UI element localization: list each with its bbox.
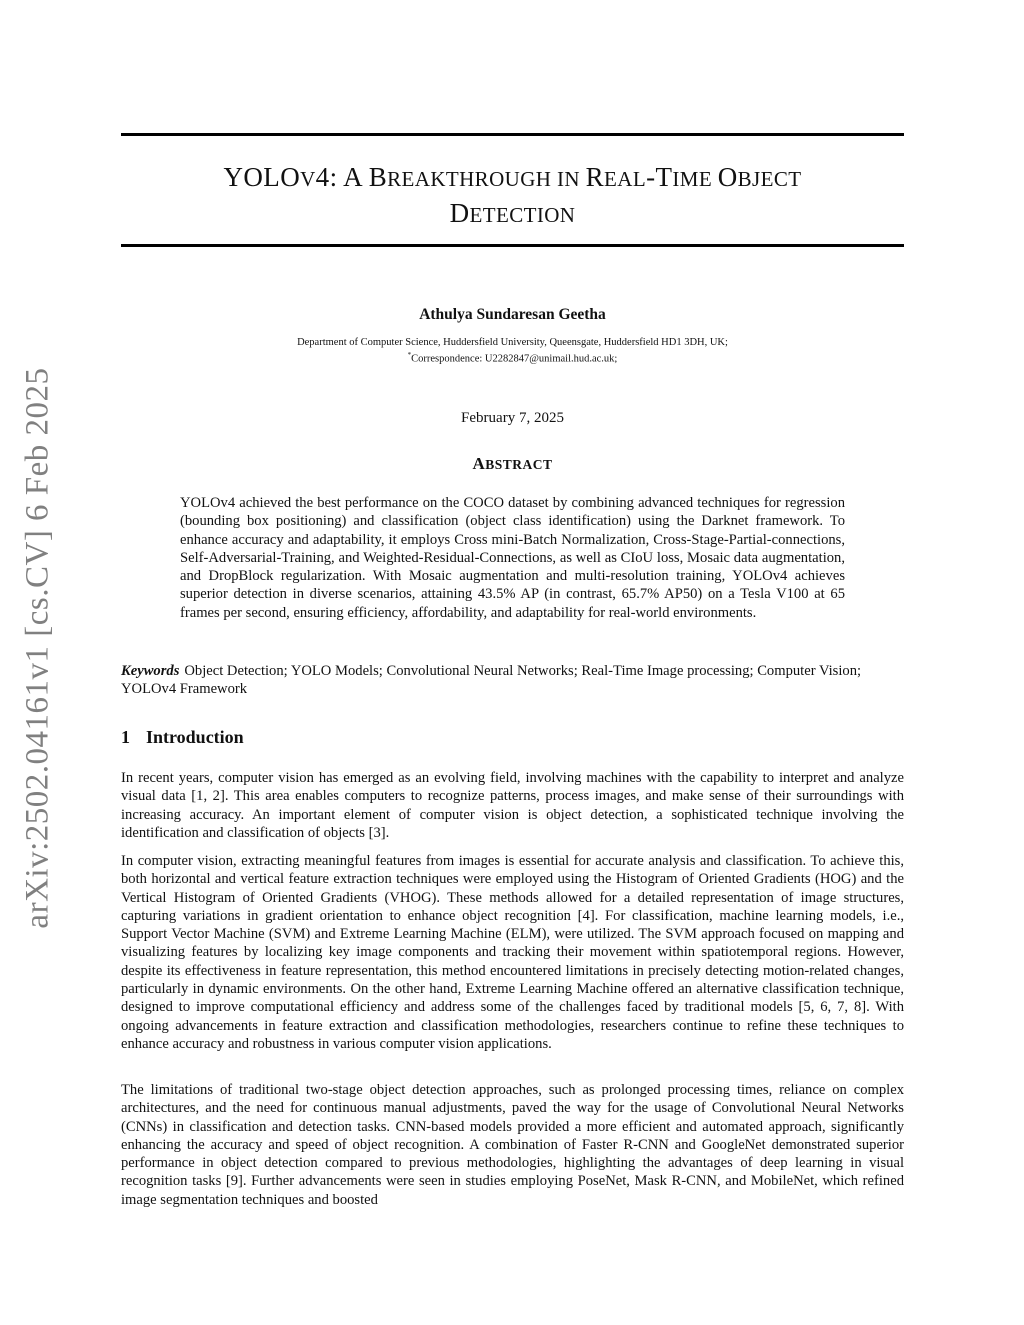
keywords-label: Keywords (121, 663, 180, 679)
arxiv-stamp (8, 365, 68, 930)
title-top-rule (121, 133, 904, 136)
arxiv-identifier: arXiv:2502.04161v1 [cs.CV] 6 Feb 2025 (19, 366, 56, 929)
section-number: 1 (121, 727, 130, 747)
paper-title (121, 160, 904, 232)
keywords (121, 662, 904, 699)
author-affiliation (121, 336, 904, 366)
paragraph: The limitations of traditional two-stage object detection approaches, such as prolonged processing times, reliance on complex architectures, and the need for continuous manual adjustments, paved the way for the usage of Convolutional Neural Networks (CNNs) in classification and detection tasks. CNN-based models provided a more efficient and automated approach, significantly enhancing the accuracy and speed of object recognition. A combination of Faster R-CNN and GoogleNet demonstrated superior performance in object detection compared to previous methodologies, highlighting the advantages of deep learning in visual recognition tasks [9]. Further advancements were seen in studies employing PoseNet, Mask R-CNN, and MobileNet, which refined image segmentation techniques and boosted (121, 1082, 904, 1208)
author-name: Athulya Sundaresan Geetha (419, 306, 606, 323)
title-bottom-rule (121, 244, 904, 247)
title-line-1: YOLOV4: A BREAKTHROUGH IN REAL-TIME OBJECT (223, 162, 802, 192)
section-title: Introduction (146, 727, 244, 747)
correspondence-mark: * (407, 351, 412, 359)
affiliation-line: Department of Computer Science, Huddersfield University, Queensgate, Huddersfield HD1 3DH, UK; (297, 337, 728, 348)
abstract-heading: ABSTRACT (472, 454, 553, 473)
publication-date: February 7, 2025 (461, 410, 564, 426)
paragraph: In recent years, computer vision has emerged as an evolving field, involving machines with the capability to interpret and analyze visual data [1, 2]. This area enables computers to recognize patterns, process images, and make sense of their surroundings with increasing accuracy. An important element of computer vision is object detection, a sophisticated technique involving the identification and classification of objects [3]. (121, 770, 904, 841)
correspondence-line (121, 349, 904, 366)
abstract-text: YOLOv4 achieved the best performance on the COCO dataset by combining advanced techniques for regression (bounding box positioning) and classification (object class identification) using the Darknet framework. To enhance accuracy and adaptability, it employs Cross mini-Batch Normalization, Cross-Stage-Partial-connections, Self-Adversarial-Training, and Weighted-Residual-Connections, as well as CIoU loss, Mosaic data augmentation, and DropBlock regularization. With Mosaic augmentation and multi-resolution training, YOLOv4 achieves superior detection in diverse scenarios, attaining 43.5% AP (in contrast, 65.7% AP50) on a Tesla V100 at 65 frames per second, ensuring efficiency, affordability, and adaptability for real-world environments. (180, 495, 845, 621)
paragraph: In computer vision, extracting meaningful features from images is essential for accurate analysis and classification. To achieve this, both horizontal and vertical feature extraction techniques were employed using the Histogram of Oriented Gradients (HOG) and the Vertical Histogram of Oriented Gradients (VHOG). These methods allowed for a detailed representation of image structures, capturing variations in gradient orientation to enhance object recognition [4]. For classification, machine learning models, i.e., Support Vector Machine (SVM) and Extreme Learning Machine (ELM), were utilized. The SVM approach focused on mapping and visualizing features by localizing key image components and tracking their movement within spatiotemporal regions. However, despite its effectiveness in feature representation, this method encountered limitations in precisely detecting motion-related changes, particularly in dynamic environments. On the other hand, Extreme Learning Machine offered an alternative classification technique, designed to improve computational efficiency and address some of the challenges faced by traditional models [5, 6, 7, 8]. With ongoing advancements in feature extraction and classification methodologies, researchers continue to refine these techniques to enhance accuracy and robustness in various computer vision applications. (121, 853, 904, 1052)
correspondence-email: Correspondence: U2282847@unimail.hud.ac.uk; (411, 353, 618, 365)
title-line-2: DETECTION (449, 198, 576, 228)
keywords-list: Object Detection; YOLO Models; Convolutional Neural Networks; Real-Time Image processing; Computer Vision; YOLOv4 Framework (121, 663, 862, 698)
section-heading-introduction (121, 727, 244, 748)
